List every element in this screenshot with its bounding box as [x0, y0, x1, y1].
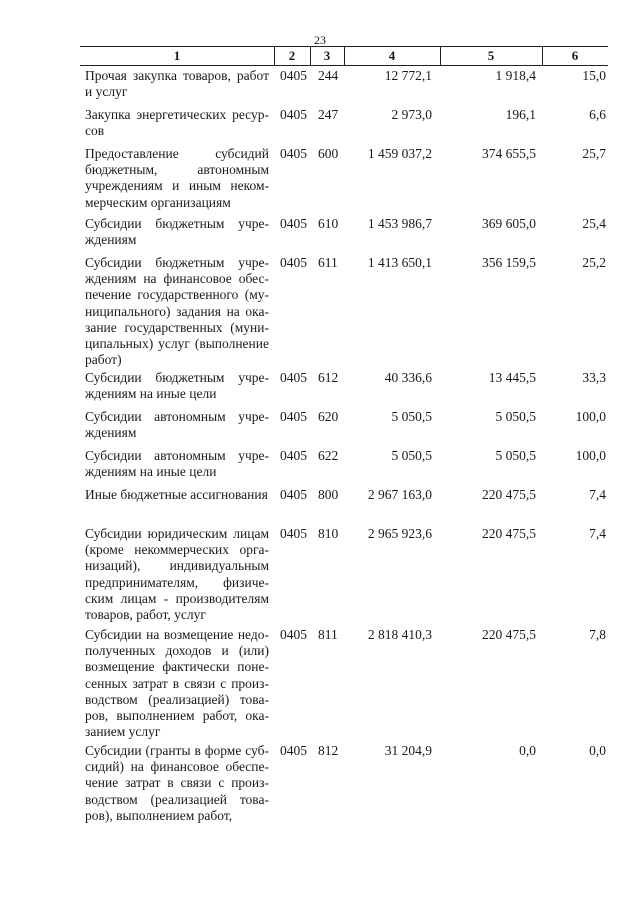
row-name: Субсидии бюджетным учреждениям на финансовое обеспечение государственного (муниципального) задания на оказание государственных (муниципальных) услуг (выполнение работ) [85, 255, 269, 368]
row-value-col4: 1 459 037,2 [367, 146, 432, 161]
header-divider [440, 46, 441, 66]
row-section-code: 0405 [280, 370, 307, 385]
row-value-col6: 7,8 [589, 627, 606, 642]
row-section-code: 0405 [280, 526, 307, 541]
row-value-col5: 356 159,5 [482, 255, 536, 270]
row-expense-code: 620 [318, 409, 339, 424]
row-expense-code: 610 [318, 216, 339, 231]
row-value-col6: 25,4 [582, 216, 606, 231]
row-expense-code: 812 [318, 743, 339, 758]
row-section-code: 0405 [280, 409, 307, 424]
column-header-4: 4 [388, 48, 396, 63]
row-value-col6: 0,0 [589, 743, 606, 758]
row-value-col6: 25,2 [582, 255, 606, 270]
row-value-col5: 369 605,0 [482, 216, 536, 231]
row-value-col5: 220 475,5 [482, 487, 536, 502]
row-value-col6: 7,4 [589, 526, 606, 541]
row-name: Субсидии автономным учреждениям [85, 409, 269, 441]
row-name: Субсидии автономным учреждениям на иные цели [85, 448, 269, 480]
row-value-col6: 6,6 [589, 107, 606, 122]
row-value-col5: 196,1 [505, 107, 536, 122]
row-value-col4: 2 818 410,3 [367, 627, 432, 642]
row-expense-code: 810 [318, 526, 339, 541]
header-divider [344, 46, 345, 66]
row-name: Субсидии (гранты в форме субсидий) на финансовое обеспечение затрат в связи с производством (реализацией товаров), выполнением работ, [85, 743, 269, 823]
row-expense-code: 622 [318, 448, 339, 463]
row-value-col4: 2 967 163,0 [367, 487, 432, 502]
row-section-code: 0405 [280, 448, 307, 463]
row-section-code: 0405 [280, 487, 307, 502]
row-value-col4: 1 413 650,1 [367, 255, 432, 270]
row-value-col6: 15,0 [582, 68, 606, 83]
row-expense-code: 800 [318, 487, 339, 502]
row-value-col4: 40 336,6 [384, 370, 432, 385]
row-section-code: 0405 [280, 743, 307, 758]
row-value-col4: 2 965 923,6 [367, 526, 432, 541]
row-expense-code: 600 [318, 146, 339, 161]
row-section-code: 0405 [280, 107, 307, 122]
row-section-code: 0405 [280, 216, 307, 231]
row-value-col6: 100,0 [575, 409, 606, 424]
row-value-col5: 0,0 [519, 743, 536, 758]
row-value-col5: 220 475,5 [482, 627, 536, 642]
row-value-col4: 5 050,5 [391, 409, 432, 424]
row-name: Субсидии бюджетным учреждениям [85, 216, 269, 248]
row-value-col5: 1 918,4 [495, 68, 536, 83]
row-expense-code: 247 [318, 107, 339, 122]
header-divider [542, 46, 543, 66]
row-value-col4: 1 453 986,7 [367, 216, 432, 231]
row-value-col5: 5 050,5 [495, 448, 536, 463]
row-expense-code: 612 [318, 370, 339, 385]
row-name: Субсидии на возмещение недополученных доходов и (или) возмещение фактически понесенных затрат в связи с производством (реализацией) товаров, выполнением работ, оказанием услуг [85, 627, 269, 740]
column-header-1: 1 [173, 48, 181, 63]
row-value-col6: 100,0 [575, 448, 606, 463]
row-name: Субсидии юридическим лицам (кроме некоммерческих организаций), индивидуальным предпринимателям, физическим лицам - производителям товаров, работ, услуг [85, 526, 269, 623]
row-value-col6: 7,4 [589, 487, 606, 502]
row-section-code: 0405 [280, 146, 307, 161]
row-name: Прочая закупка товаров, работ и услуг [85, 68, 269, 100]
row-value-col4: 31 204,9 [384, 743, 432, 758]
row-value-col5: 220 475,5 [482, 526, 536, 541]
header-divider [310, 46, 311, 66]
page-number: 23 [314, 33, 326, 47]
column-header-5: 5 [487, 48, 495, 63]
row-expense-code: 244 [318, 68, 339, 83]
row-name: Субсидии бюджетным учреждениям на иные цели [85, 370, 269, 402]
row-value-col6: 33,3 [582, 370, 606, 385]
row-value-col5: 5 050,5 [495, 409, 536, 424]
row-expense-code: 811 [318, 627, 338, 642]
row-expense-code: 611 [318, 255, 338, 270]
row-name: Иные бюджетные ассигнования [85, 487, 268, 502]
row-section-code: 0405 [280, 68, 307, 83]
row-value-col6: 25,7 [582, 146, 606, 161]
column-header-6: 6 [571, 48, 579, 63]
row-value-col5: 13 445,5 [488, 370, 536, 385]
row-value-col4: 12 772,1 [384, 68, 432, 83]
row-section-code: 0405 [280, 627, 307, 642]
column-header-3: 3 [323, 48, 331, 63]
row-name: Закупка энергетических ресурсов [85, 107, 269, 139]
row-value-col4: 2 973,0 [391, 107, 432, 122]
header-divider [274, 46, 275, 66]
column-header-2: 2 [288, 48, 296, 63]
row-name: Предоставление субсидий бюджетным, автономным учреждениям и иным некоммерческим организациям [85, 146, 269, 210]
row-value-col4: 5 050,5 [391, 448, 432, 463]
row-value-col5: 374 655,5 [482, 146, 536, 161]
row-section-code: 0405 [280, 255, 307, 270]
